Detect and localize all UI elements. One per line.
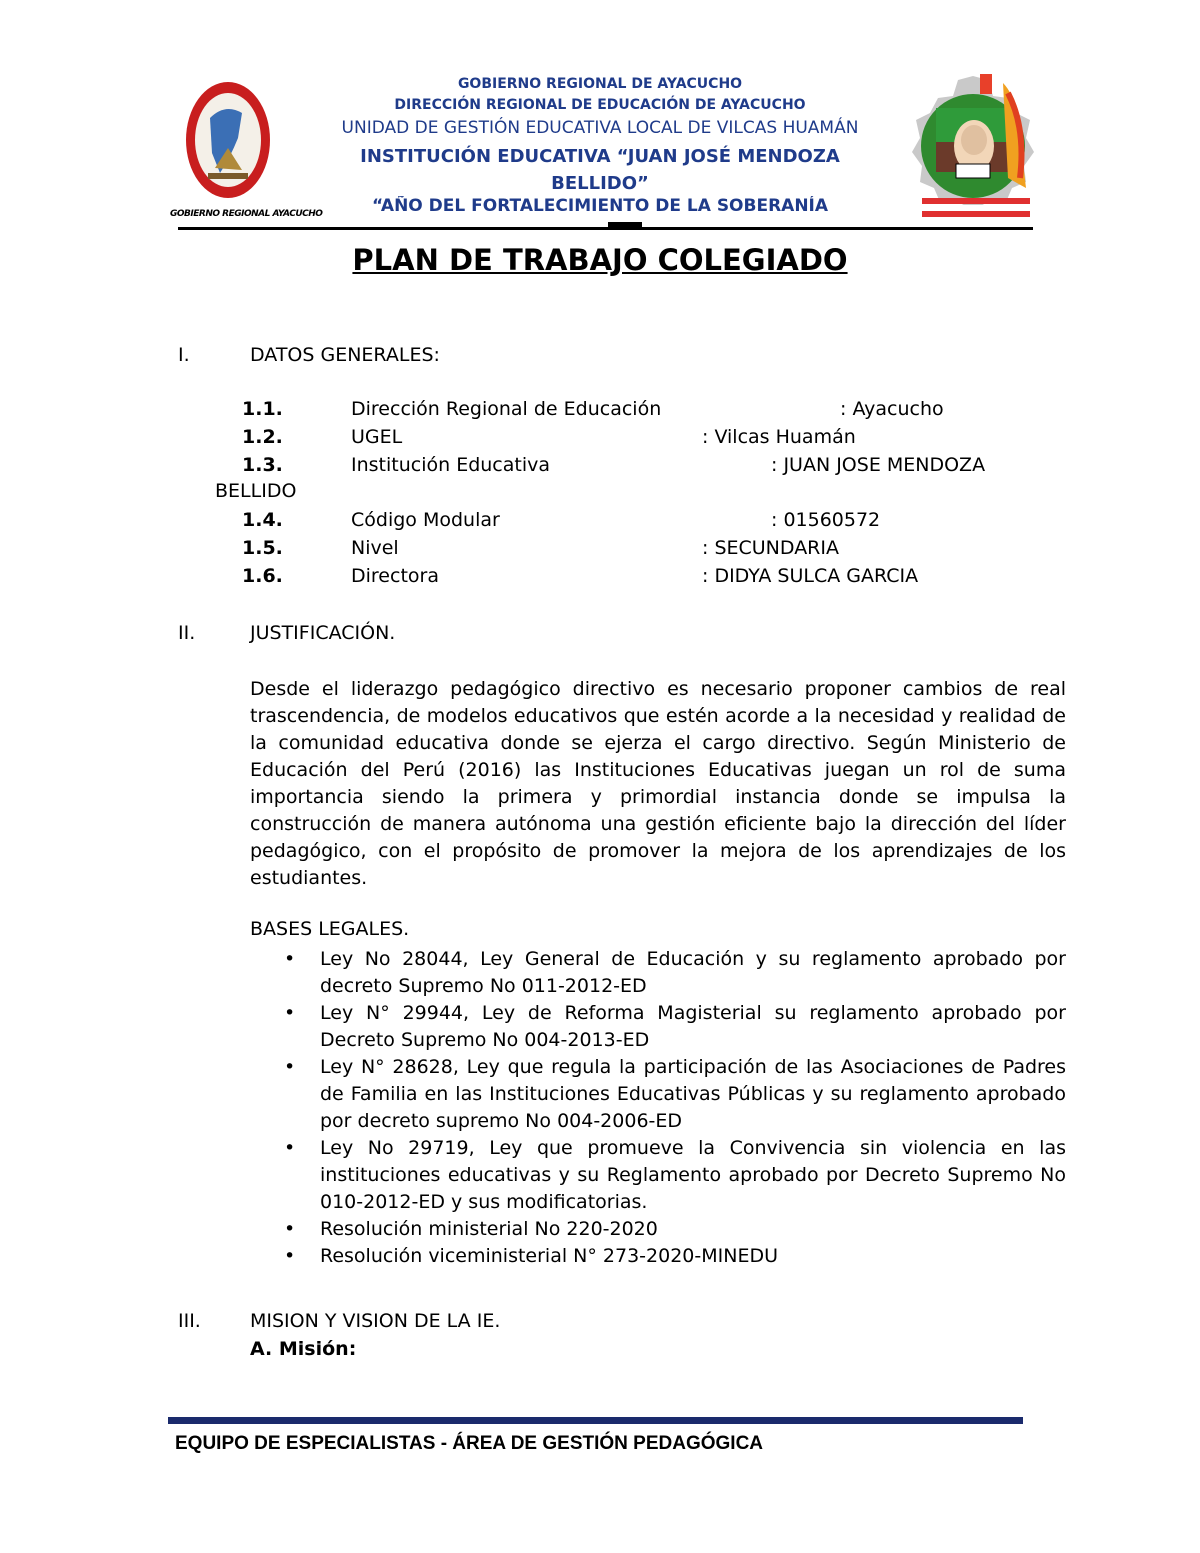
item-value: : 01560572: [771, 509, 881, 531]
left-logo-caption: GOBIERNO REGIONAL AYACUCHO: [170, 209, 323, 219]
list-item: [250, 1000, 1066, 1054]
list-item-text: Ley No 29719, Ley que promueve la Convivencia sin violencia en las instituciones educativas y su Reglamento aprobado por Decreto Supremo No 010-2012-ED y sus modificatorias.: [320, 1137, 1066, 1213]
list-item-text: Ley N° 29944, Ley de Reforma Magisterial su reglamento aprobado por Decreto Supremo No 004-2013-ED: [320, 1002, 1066, 1051]
mision-subheading: A. Misión:: [250, 1338, 357, 1360]
document-title: PLAN DE TRABAJO COLEGIADO: [352, 243, 848, 277]
bullet-icon: •: [284, 1137, 296, 1159]
legal-bases-heading: BASES LEGALES.: [250, 918, 410, 940]
header-institution: INSTITUCIÓN EDUCATIVA “JUAN JOSÉ MENDOZA BELLIDO”: [360, 146, 840, 194]
item-label: UGEL: [351, 426, 403, 448]
item-number: 1.4.: [242, 509, 283, 531]
section-number: III.: [178, 1310, 201, 1332]
item-number: 1.1.: [242, 398, 283, 420]
header-government: GOBIERNO REGIONAL DE AYACUCHO: [457, 76, 743, 92]
header-divider-accent: [608, 222, 642, 227]
section-heading: DATOS GENERALES:: [250, 344, 440, 366]
datos-item: [0, 398, 1200, 426]
item-number: 1.2.: [242, 426, 283, 448]
list-item: [250, 1243, 1066, 1270]
section-datos-generales: [178, 344, 1078, 374]
item-value: : DIDYA SULCA GARCIA: [702, 565, 919, 587]
header-year-motto: “AÑO DEL FORTALECIMIENTO DE LA SOBERANÍA: [371, 196, 829, 216]
item-value: : JUAN JOSE MENDOZA: [771, 454, 986, 476]
item-label: Directora: [351, 565, 439, 587]
datos-item: [0, 426, 1200, 454]
item-value: : SECUNDARIA: [702, 537, 839, 559]
item-value: : Vilcas Huamán: [702, 426, 856, 448]
regional-government-logo: [170, 78, 290, 226]
list-item: [250, 1054, 1066, 1135]
item-value: : Ayacucho: [840, 398, 944, 420]
bullet-icon: •: [284, 948, 296, 970]
section-number: II.: [178, 622, 196, 644]
legal-bases-list: [250, 946, 1066, 1270]
datos-item: [0, 537, 1200, 565]
item-number: 1.6.: [242, 565, 283, 587]
bullet-icon: •: [284, 1002, 296, 1024]
list-item-text: Resolución viceministerial N° 273-2020-MINEDU: [320, 1245, 779, 1267]
list-item-text: Ley No 28044, Ley General de Educación y su reglamento aprobado por decreto Supremo No 011-2012-ED: [320, 948, 1066, 997]
section-justificacion: [178, 622, 1078, 652]
list-item-text: Resolución ministerial No 220-2020: [320, 1218, 658, 1240]
header-divider: [178, 227, 1033, 230]
bullet-icon: •: [284, 1056, 296, 1078]
item-label: Dirección Regional de Educación: [351, 398, 662, 420]
justification-paragraph: Desde el liderazgo pedagógico directivo es necesario proponer cambios de real trascendencia, de modelos educativos que estén acorde a la necesidad y realidad de la comunidad educativa donde se ejerza el cargo directivo. Según Ministerio de Educación del Perú (2016) las Instituciones Educativas juegan un rol de suma importancia siendo la primera y primordial instancia donde se impulsa la construcción de manera autónoma una gestión eficiente bajo la dirección del líder pedagógico, con el propósito de promover la mejora de los aprendizajes de los estudiantes.: [250, 678, 1066, 889]
list-item: [250, 1135, 1066, 1216]
section-heading: JUSTIFICACIÓN.: [250, 622, 396, 644]
item-label: Nivel: [351, 537, 399, 559]
datos-item: [0, 454, 1200, 508]
footer-text: EQUIPO DE ESPECIALISTAS - ÁREA DE GESTIÓN PEDAGÓGICA: [175, 1433, 764, 1454]
item-label: Código Modular: [351, 509, 500, 531]
footer-divider: [168, 1417, 1023, 1424]
item-number: 1.5.: [242, 537, 283, 559]
list-item: [250, 1216, 1066, 1243]
datos-item: [0, 509, 1200, 537]
list-item-text: Ley N° 28628, Ley que regula la participación de las Asociaciones de Padres de Familia en las Instituciones Educativas Públicas y su reglamento aprobado por decreto supremo No 004-2006-ED: [320, 1056, 1066, 1132]
bullet-icon: •: [284, 1245, 296, 1267]
school-logo: [908, 68, 1038, 226]
item-label: Institución Educativa: [351, 454, 551, 476]
header-ugel: UNIDAD DE GESTIÓN EDUCATIVA LOCAL DE VILCAS HUAMÁN: [341, 118, 859, 138]
list-item: [250, 946, 1066, 1000]
datos-item: [0, 565, 1200, 593]
item-value-continuation: BELLIDO: [215, 480, 297, 502]
section-mision-vision: [178, 1310, 1078, 1366]
section-heading: MISION Y VISION DE LA IE.: [250, 1310, 501, 1332]
section-number: I.: [178, 344, 190, 366]
item-number: 1.3.: [242, 454, 283, 476]
header-regional-direction: DIRECCIÓN REGIONAL DE EDUCACIÓN DE AYACUCHO: [394, 97, 806, 113]
bullet-icon: •: [284, 1218, 296, 1240]
